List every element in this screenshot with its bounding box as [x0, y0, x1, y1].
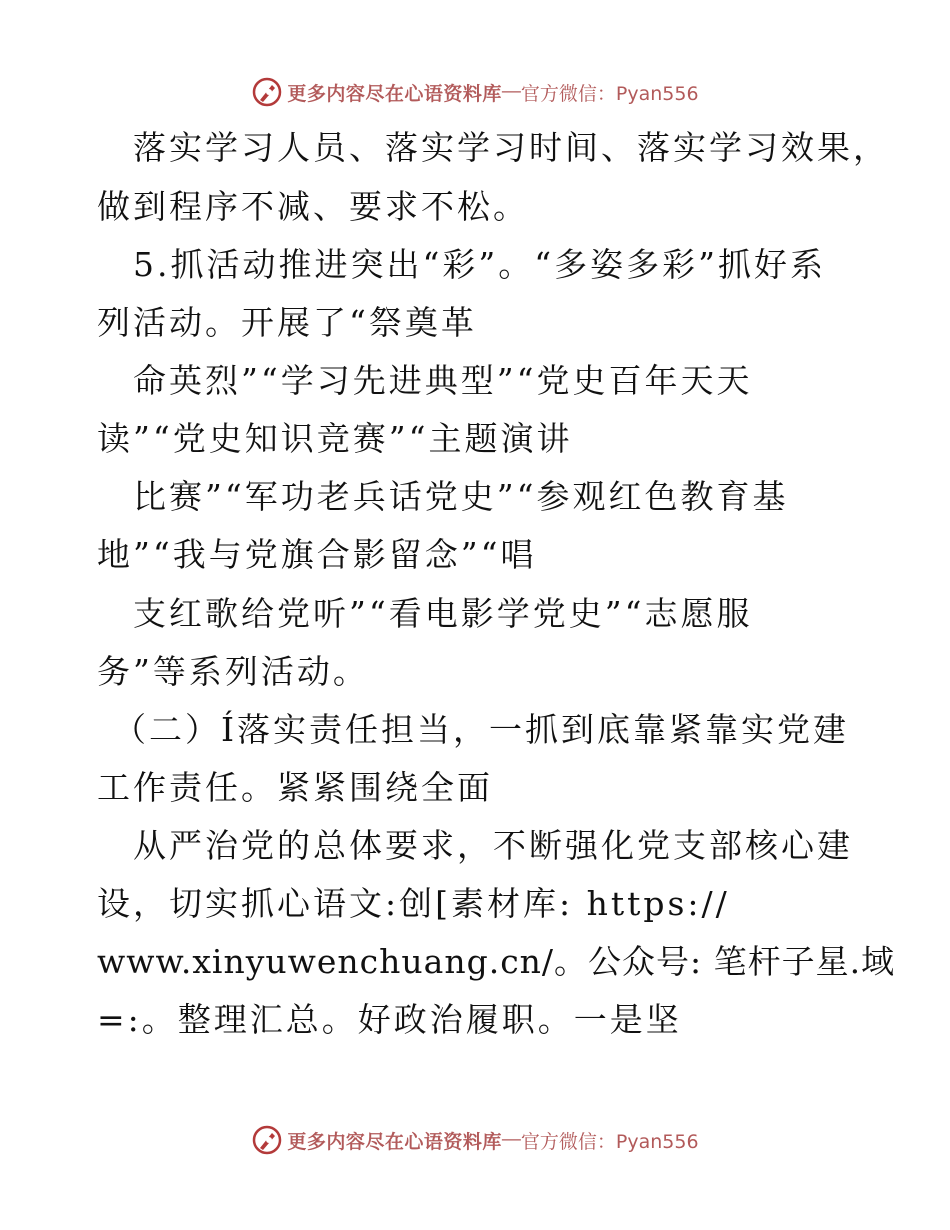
pen-logo-icon: [251, 1124, 283, 1156]
watermark-wechat: 官方微信：Pyan556: [520, 1130, 699, 1153]
watermark-text: 更多内容尽在心语资料库: [287, 82, 502, 105]
header-watermark: [0, 72, 950, 112]
body-line: 5.抓活动推进突出“彩”。“多姿多彩”抓好系: [133, 245, 826, 284]
body-line: 列活动。开展了“祭奠革: [97, 303, 477, 342]
body-line: 务”等系列活动。: [97, 652, 369, 691]
watermark-separator: —: [501, 1129, 521, 1150]
watermark-separator: —: [501, 81, 521, 102]
pen-logo-icon: [251, 76, 283, 108]
body-line: 做到程序不减、要求不松。: [97, 187, 529, 226]
footer-watermark: [0, 1120, 950, 1160]
watermark-wechat: 官方微信：Pyan556: [520, 82, 699, 105]
body-line: 工作责任。紧紧围绕全面: [97, 768, 493, 807]
body-line: 读”“党史知识竞赛”“主题演讲: [97, 419, 573, 458]
body-line: 落实学习人员、落实学习时间、落实学习效果，: [133, 128, 889, 167]
body-line: 支红歌给党听”“看电影学党史”“志愿服: [133, 594, 753, 633]
body-line: www.xinyuwenchuang.cn/。公众号: 笔杆子星.域: [97, 942, 896, 981]
body-line: 命英烈”“学习先进典型”“党史百年天天: [133, 361, 753, 400]
watermark-text: 更多内容尽在心语资料库: [287, 1130, 502, 1153]
body-line: 设，切实抓心语文:创[素材库: https://: [97, 884, 730, 923]
body-line: 从严治党的总体要求，不断强化党支部核心建: [133, 826, 853, 865]
body-line: 比赛”“军功老兵话党史”“参观红色教育基: [133, 477, 789, 516]
body-line: 地”“我与党旗合影留念”“唱: [97, 535, 537, 574]
body-line: =:。整理汇总。好政治履职。一是坚: [97, 1000, 682, 1039]
section-heading: （二）Í落实责任担当，一抓到底靠紧靠实党建: [113, 710, 850, 749]
